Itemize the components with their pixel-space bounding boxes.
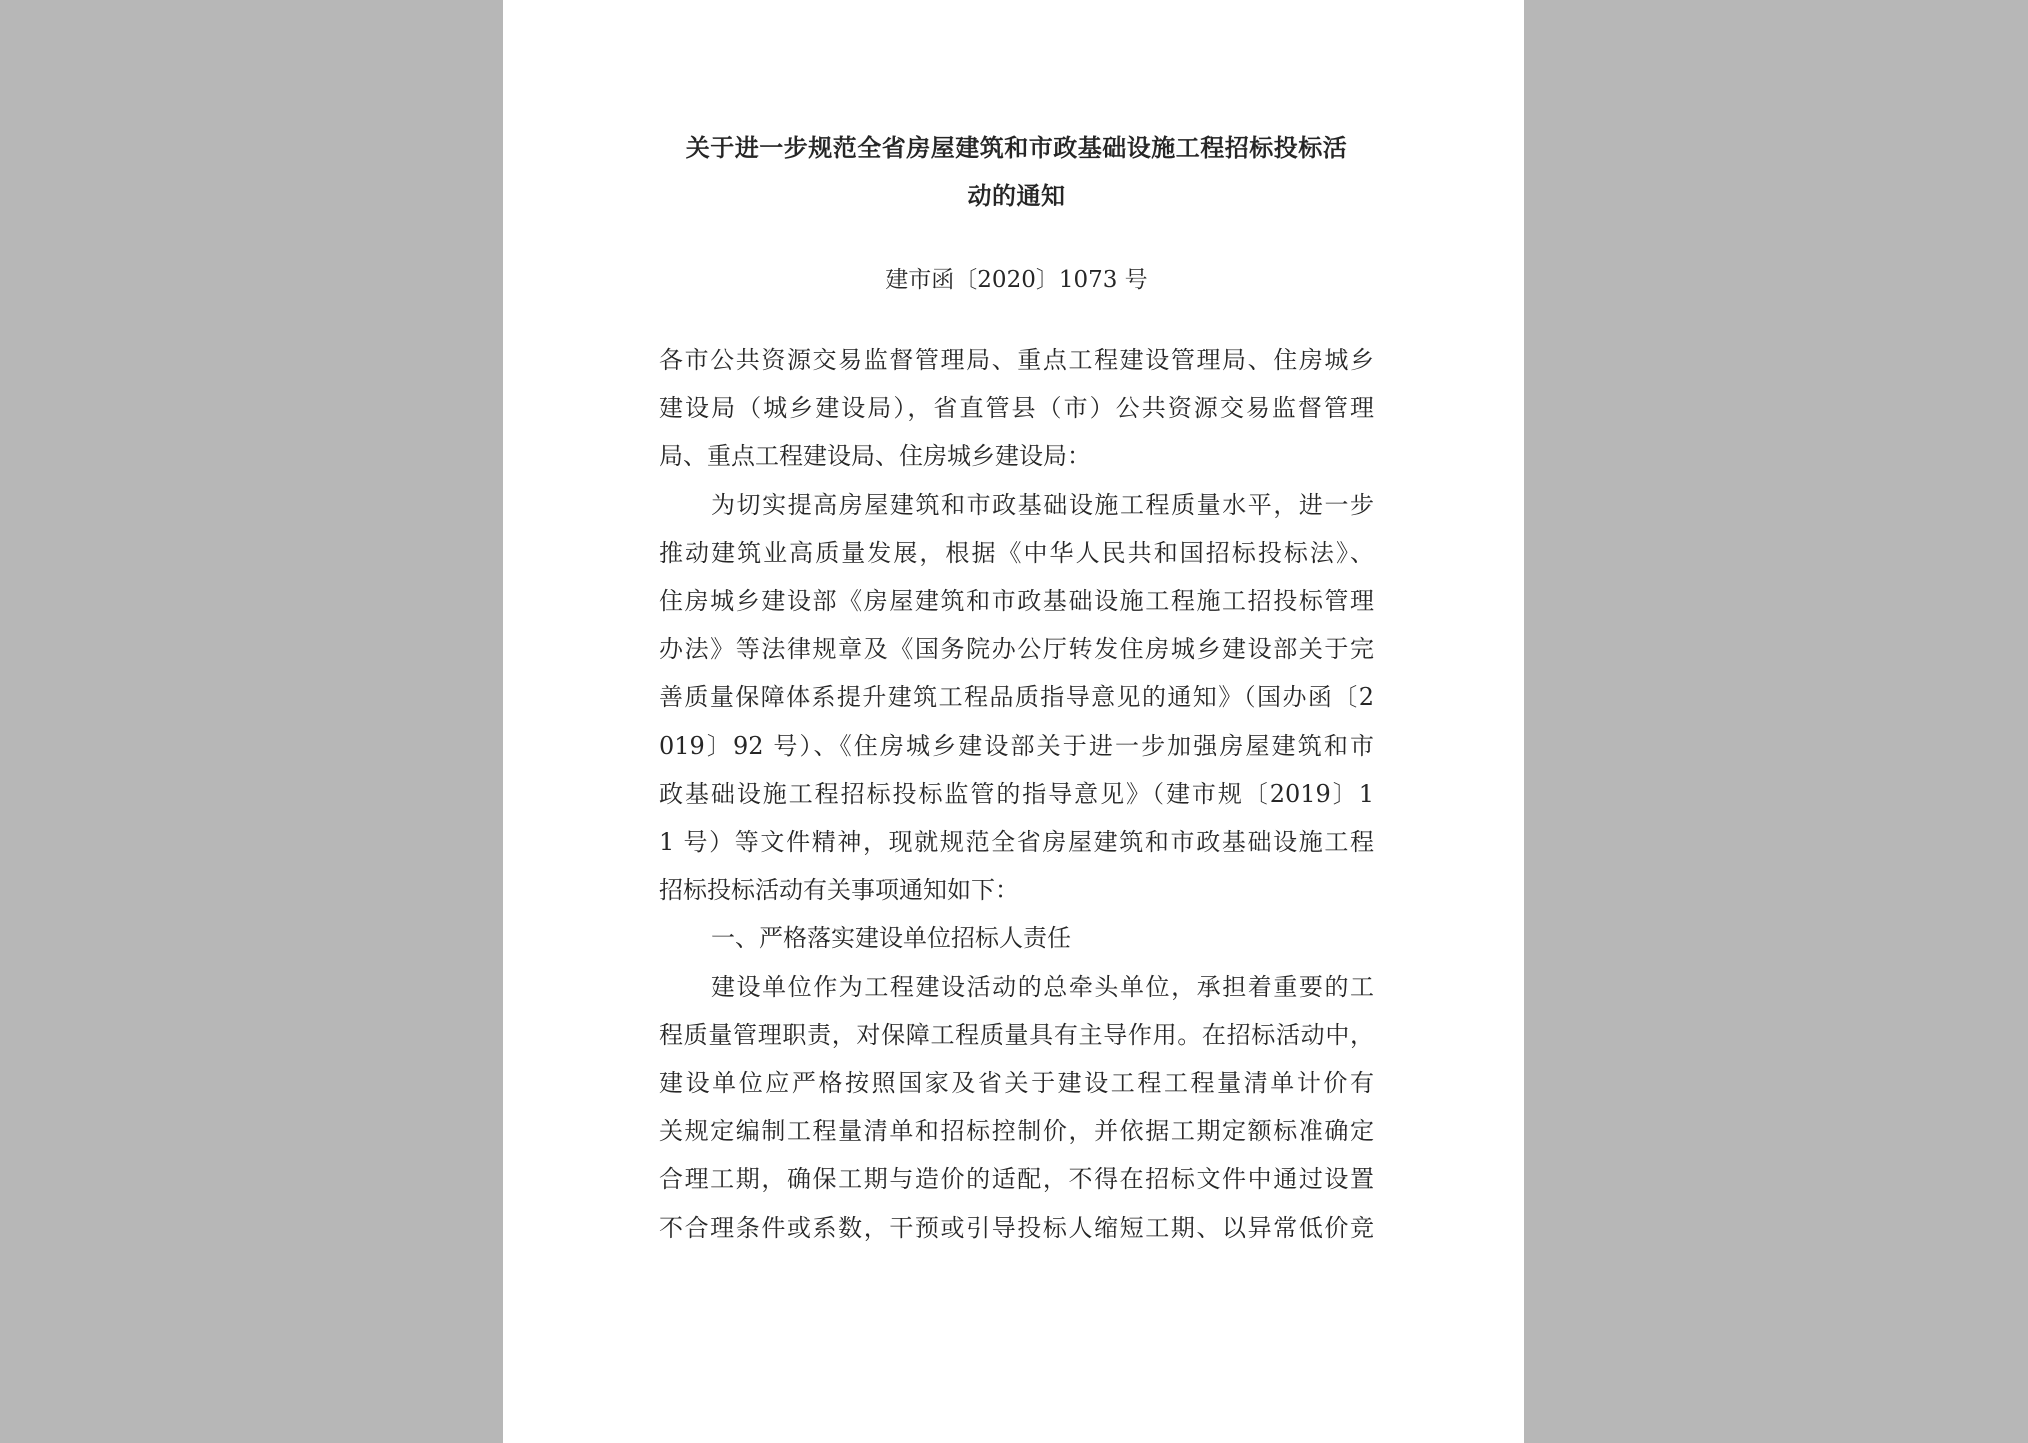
paragraph-line: 关规定编制工程量清单和招标控制价，并依据工期定额标准确定	[659, 1117, 1374, 1146]
paragraph-line: 019〕92 号）、《住房城乡建设部关于进一步加强房屋建筑和市	[659, 731, 1374, 760]
paragraph-line: 招标投标活动有关事项通知如下：	[659, 876, 1019, 905]
paragraph-line: 建设单位作为工程建设活动的总牵头单位，承担着重要的工	[711, 972, 1374, 1001]
intro-paragraph	[659, 481, 1374, 915]
addressee-line: 建设局（城乡建设局），省直管县（市）公共资源交易监督管理	[659, 394, 1374, 423]
title-line-1: 关于进一步规范全省房屋建筑和市政基础设施工程招标投标活	[685, 134, 1348, 162]
paragraph-line: 建设单位应严格按照国家及省关于建设工程工程量清单计价有	[659, 1069, 1374, 1098]
document-number: 建市函〔2020〕1073 号	[885, 267, 1148, 293]
addressee-line: 各市公共资源交易监督管理局、重点工程建设管理局、住房城乡	[659, 346, 1374, 374]
paragraph-line: 政基础设施工程招标投标监管的指导意见》（建市规〔2019〕1	[659, 779, 1374, 808]
addressee-line: 局、重点工程建设局、住房城乡建设局：	[659, 442, 1091, 471]
paragraph-line: 善质量保障体系提升建筑工程品质指导意见的通知》（国办函〔2	[659, 683, 1374, 712]
paragraph-line: 办法》等法律规章及《国务院办公厅转发住房城乡建设部关于完	[659, 635, 1374, 664]
paragraph-line: 不合理条件或系数，干预或引导投标人缩短工期、以异常低价竞	[659, 1213, 1374, 1242]
section-1-paragraph	[659, 963, 1374, 1252]
paragraph-line: 为切实提高房屋建筑和市政基础设施工程质量水平，进一步	[711, 490, 1374, 519]
document-title	[659, 124, 1374, 220]
paragraph-line: 住房城乡建设部《房屋建筑和市政基础设施工程施工招投标管理	[659, 587, 1374, 616]
paragraph-line: 1 号）等文件精神，现就规范全省房屋建筑和市政基础设施工程	[659, 828, 1374, 857]
section-heading: 一、严格落实建设单位招标人责任	[711, 924, 1071, 953]
paragraph-line: 合理工期，确保工期与造价的适配，不得在招标文件中通过设置	[659, 1165, 1374, 1194]
document-content	[659, 124, 1374, 1252]
paragraph-line: 程质量管理职责，对保障工程质量具有主导作用。在招标活动中，	[659, 1020, 1374, 1049]
title-line-2: 动的通知	[967, 182, 1066, 210]
document-page	[503, 0, 1524, 1443]
paragraph-line: 推动建筑业高质量发展，根据《中华人民共和国招标投标法》、	[659, 538, 1374, 567]
addressee-block	[659, 336, 1374, 481]
